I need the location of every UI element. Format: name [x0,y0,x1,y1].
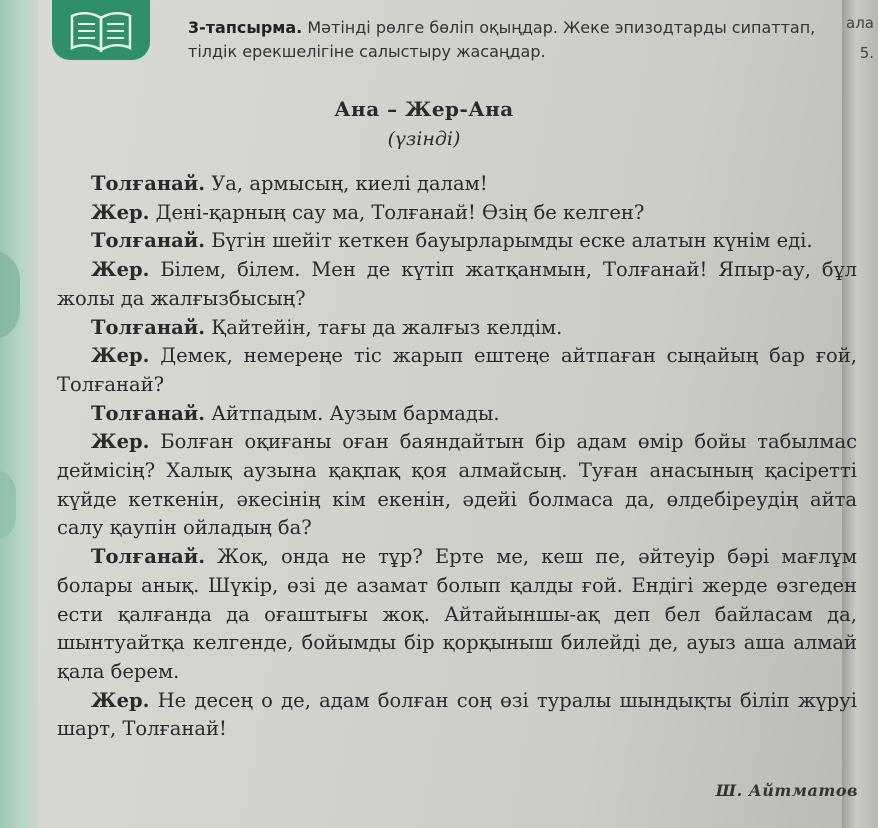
task-text: Мәтінді рөлге бөліп оқыңдар. Жеке эпизодтарды сипаттап, [307,18,816,37]
dialogue-line [57,428,857,543]
speaker-name: Толғанай. [91,229,206,253]
speaker-name: Толғанай. [91,545,206,569]
line-text: Болған оқиғаны оған баяндайтын бір адам өмір бойы табылмас деймісің? Халық аузына қақпақ қоя алмайсың. Туған анасының қасіретті күйде кеткенін, әкесінің кім екенін, әдейі болмаса да, өлдебіреудің айта салу қаупін ойладың ба? [57,430,857,540]
line-text: Білем, білем. Мен де күтіп жатқанмын, Толғанай! Япыр-ау, бұл жолы да жалғызбысың? [57,258,857,310]
dialogue-line [57,543,857,687]
speaker-name: Жер. [91,258,150,282]
dialogue-line [57,227,857,256]
speaker-name: Жер. [91,688,150,712]
open-book-icon [52,0,150,60]
next-page-fragment: ала [846,14,874,32]
line-text: Айтпадым. Аузым бармады. [205,401,500,425]
speaker-name: Жер. [91,430,150,454]
line-text: Бүгін шейіт кеткен бауырларымды еске алатын күнім еді. [205,229,813,253]
line-text: Не десең о де, адам болған соң өзі туралы шындықты біліп жүруі шарт, Толғанай! [57,688,857,741]
author-signature: Ш. Айтматов [715,781,858,800]
speaker-name: Жер. [91,200,150,224]
page-title: Ана – Жер-Ана [334,97,514,121]
dialogue-line [57,256,857,313]
dialogue-line [57,170,857,199]
line-text: Дені-қарның сау ма, Толғанай! Өзің бе келген? [149,200,645,224]
speaker-name: Толғанай. [91,401,206,425]
dialogue-line [57,199,857,228]
speaker-name: Толғанай. [91,315,206,339]
speaker-name: Жер. [91,344,150,368]
dialogue-text [57,170,857,744]
dialogue-line [57,342,857,399]
task-label: 3-тапсырма. [188,18,303,37]
speaker-name: Толғанай. [91,172,206,195]
decorative-side-strip [0,0,38,828]
line-text: Қайтейін, тағы да жалғыз келдім. [205,315,563,339]
dialogue-line [57,687,857,744]
line-text: Уа, армысың, киелі далам! [205,172,488,195]
next-page-fragment: 5. [859,44,874,62]
line-text: Жоқ, онда не тұр? Ерте ме, кеш пе, әйтеуір бәрі мағлұм болары анық. Шүкір, өзі де азамат болып қалды ғой. Ендігі жерде өзгеден ести қалғанда да оғаштығы жоқ. Айтайыншы-ақ деп бел байласам да, шынтуайтқа келгенде, бойымды бір қорқыныш билейді де, ауыз аша алмай қала берем. [57,545,857,683]
dialogue-line [57,314,857,343]
task-text: тілдік ерекшелігіне салыстыру жасаңдар. [188,42,546,61]
page-subtitle: (үзінді) [387,128,461,150]
dialogue-line [57,400,857,429]
line-text: Демек, немереңе тіс жарып ештеңе айтпаған сыңайың бар ғой, Толғанай? [57,344,857,396]
task-instruction [188,16,838,64]
